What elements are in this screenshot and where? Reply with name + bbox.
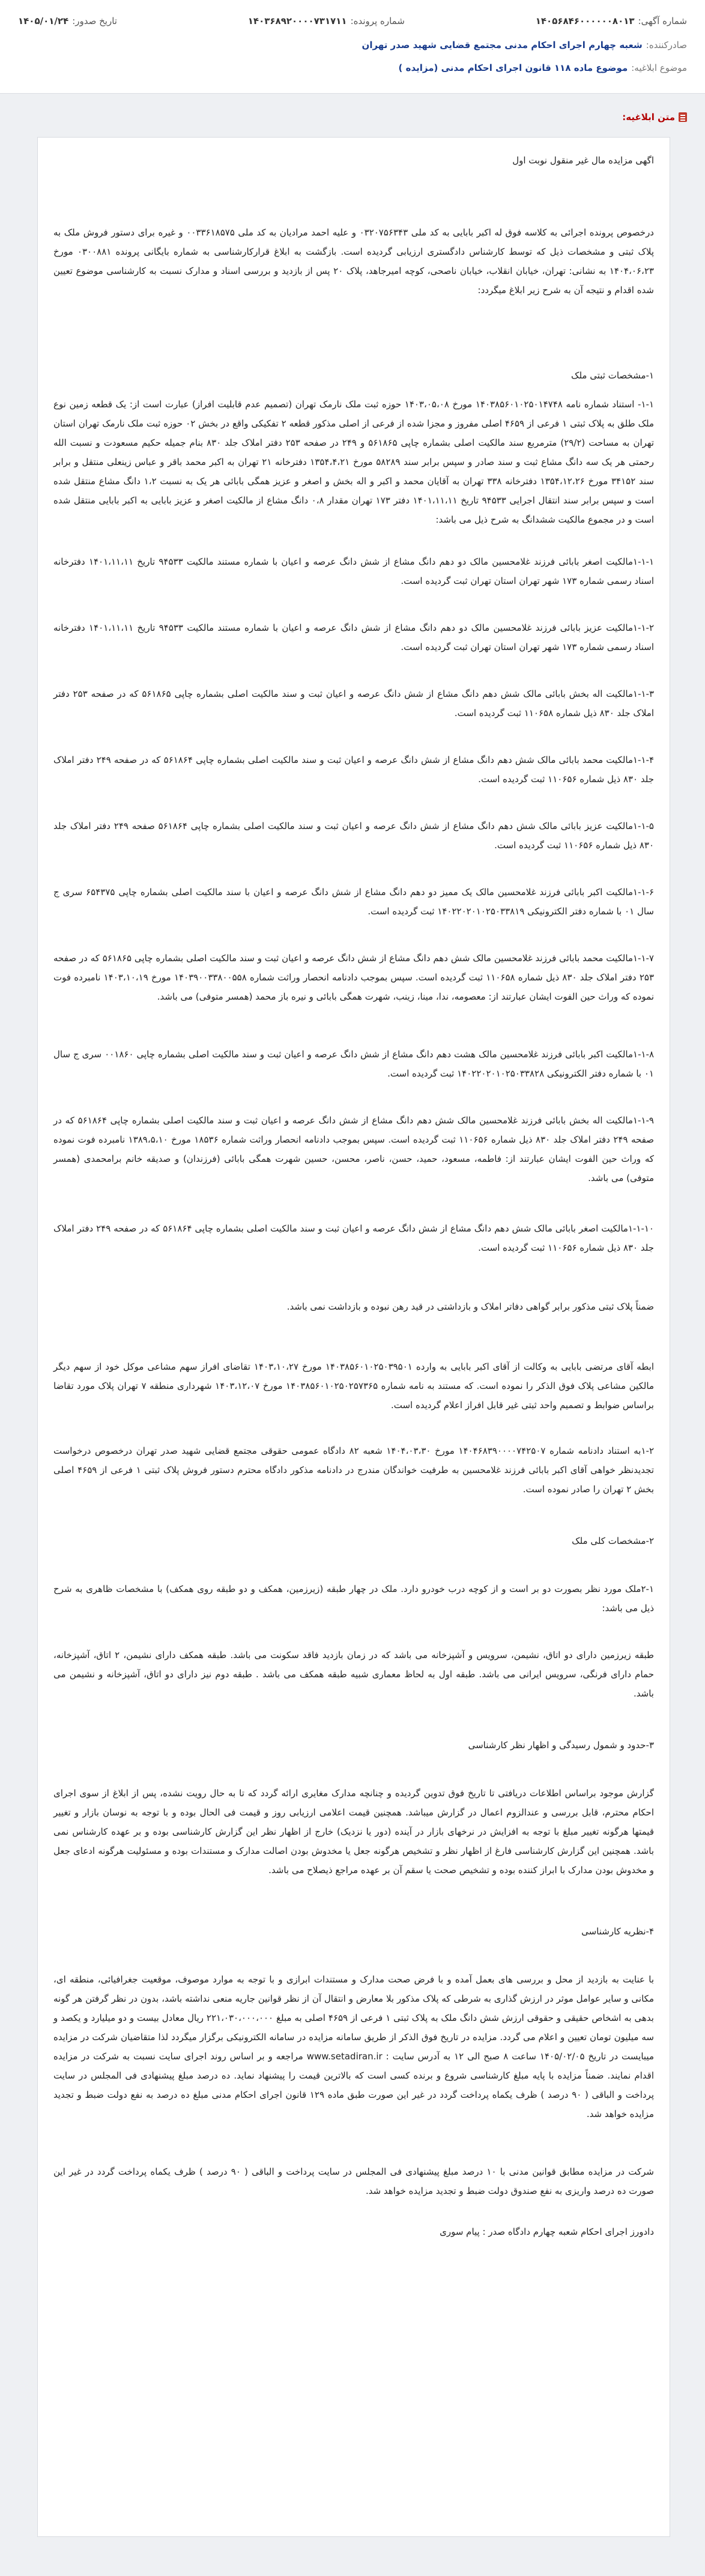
issuer: صادرکننده:شعبه چهارم اجرای احکام مدنی مجتمع قضایی شهید صدر تهران (362, 40, 687, 50)
paragraph: ۱-۱-۱مالکیت اصغر بابائی فرزند غلامحسین مالک دو دهم دانگ مشاع از شش دانگ عرصه و اعیان با شماره مستند مالکیت ۹۴۵۳۳ تاریخ ۱۴۰۱،۱۱،۱۱ دفترخانه اسناد رسمی شماره ۱۷۳ شهر تهران استان تهران ثبت گردیده است. (53, 556, 655, 586)
paragraph: ۱-۱-۵مالکیت عزیز بابائی مالک شش دهم دانگ مشاع از شش دانگ عرصه و اعیان ثبت و سند مالکیت اصلی بشماره چاپی ۵۶۱۸۶۴ صفحه ۲۴۹ دفتر املاک جلد ۸۳۰ ذیل شماره ۱۱۰۶۵۶ ثبت گردیده است. (53, 821, 654, 851)
file-number: شماره پرونده:۱۴۰۳۶۸۹۲۰۰۰۰۷۳۱۷۱۱ (247, 16, 405, 26)
paragraph: با عنایت به بازدید از محل و بررسی های بعمل آمده و با فرض صحت مدارک و مستندات ابرازی و با توجه به موارد موصوف، موقعیت جغرافیائی، منطقه ای، مکانی و سایر عوامل موثر در ارزش گذاری به شرطی که پلاک مذکور بلا معارض و انتقال آن از نظر قوانین جاریه منعی نداشته باشد، بدون در نظر گرفتن هر گونه بدهی به اشخاص حقیقی و حقوقی ارزش شش دانگ ملک به پلاک ثبتی ۱ فرعی از ۴۶۵۹ اصلی به مبلغ ۲۲۱،۰۳۰،۰۰۰،۰۰۰ ریال معادل بیست و دو میلیارد و یکصد و سه میلیون تومان تعیین و اعلام می گردد. مزایده در تاریخ فوق الذکر از طریق سامانه مزایده در سامانه الکترونیکی برگزار میگردد لذا متقاضیان شرکت در مزایده میبایست در تاریخ ۱۴۰۵/۰۲/۰۵ ساعت ۸ صبح الی ۱۲ به آدرس سایت : www.setadiran.ir مراجعه و بر اساس روند اجرای سایت نسبت به شرکت در مزایده اقدام نمایند. ضمناً مزایده با پایه مبلغ کارشناسی شروع و برنده کسی است که بالاترین قیمت را پیشنهاد نماید. ده درصد مبلغ پیشنهادی فی المجلس در سایت پرداخت و الباقی ( ۹۰ درصد ) ظرف یکماه پرداخت گردد در غیر این صورت طبق ماده ۱۲۹ قانون اجرای احکام مدنی مبلغ ده درصد به نفع دولت ضبط و تجدید مزایده خواهد شد. (53, 1974, 655, 2119)
paragraph: ۱-۱-۴مالکیت محمد بابائی مالک شش دهم دانگ مشاع از شش دانگ عرصه و اعیان ثبت و سند مالکیت اصلی بشماره چاپی ۵۶۱۸۶۴ که در صفحه ۲۴۹ دفتر املاک جلد ۸۳۰ ذیل شماره ۱۱۰۶۵۶ ثبت گردیده است. (53, 755, 654, 785)
paragraph: ۱-۱-۹مالکیت اله بخش بابائی فرزند غلامحسین مالک شش دهم دانگ مشاع از شش دانگ عرصه و اعیان ثبت و سند مالکیت اصلی بشماره چاپی ۵۶۱۸۶۴ که در صفحه ۲۴۹ دفتر املاک جلد ۸۳۰ ذیل شماره ۱۱۰۶۵۶ ثبت گردیده است. سپس بموجب دادنامه انحصار وراثت شماره ۱۸۵۳۶ مورخ ۱۳۸۹،۵،۱۰ نامبرده فوت نموده که وراث حین الفوت ایشان عبارتند از: فاطمه، مسعود، حمید، حسن، ناصر، محسن، حسین شهرت همگی بابائی (فرزندان) و صدیقه خانم برامحمدی (همسر متوفی) می باشد. (53, 1115, 655, 1183)
document-icon (679, 112, 687, 122)
paragraph: اگهی مزایده مال غیر منقول نوبت اول (512, 155, 654, 166)
notice-number: شماره آگهی:۱۴۰۵۶۸۴۶۰۰۰۰۰۰۸۰۱۳ (535, 16, 687, 26)
paragraph: دادورز اجرای احکام شعبه چهارم دادگاه صدر : پیام سوری (440, 2226, 654, 2237)
paragraph: ضمناً پلاک ثبتی مذکور برابر گواهی دفاتر املاک و بازداشتی در قید رهن نبوده و بازداشت نمی باشد. (286, 1301, 654, 1312)
paragraph: ۱-۱-۷مالکیت محمد بابائی فرزند غلامحسین مالک شش دهم دانگ مشاع از شش دانگ عرصه و اعیان ثبت و سند مالکیت اصلی بشماره چاپی ۵۶۱۸۶۵ که در صفحه ۲۵۳ دفتر املاک جلد ۸۳۰ ذیل شماره ۱۱۰۶۵۸ ثبت گردیده است. سپس بموجب دادنامه انحصار وراثت شماره ۱۴۰۳۹۰۰۳۳۸۰۰۵۵۸ مورخ ۱۴۰۳،۱۰،۱۹ نامبرده فوت نموده که وراث حین الفوت ایشان عبارتند از: معصومه، ندا، مینا، زینب، شهرت همگی بابائی و نیره باز محمد (همسر متوفی) می باشد. (53, 953, 654, 1002)
paragraph: ۱-۱- استناد شماره نامه ۱۴۰۳۸۵۶۰۱۰۲۵۰۱۴۷۴۸ مورخ ۱۴۰۳،۰۵،۰۸ حوزه ثبت ملک نارمک تهران (تصمیم عدم قابلیت افراز) عبارت است از: یک قطعه زمین نوع ملک طلق به پلاک ثبتی ۱ فرعی از ۴۶۵۹ اصلی مفروز و مجزا شده از فرعی از اصلی مذکور قطعه ۲ تفکیکی واقع در بخش ۰۲ حوزه ثبت ملک نارمک تهران استان تهران به مساحت (۲۹/۲) مترمربع سند مالکیت اصلی بشماره چاپی ۵۶۱۸۶۵ و ۲۴۹ در صفحه ۲۵۳ دفتر املاک جلد ۸۳۰ بنام جمیله حکیم مسعودت و نسبت الله رحمتی هر یک سه دانگ مشاع ثبت و سند صادر و سپس برابر سند ۵۸۲۸۹ مورخ ۱۳۵۴،۴،۲۱ دفترخانه ۲۱ تهران به اکبر محمد باقر و عباس زینعلی منتقل و برابر سند ۳۴۱۵۲ مورخ ۱۳۵۴،۱۲،۲۶ دفترخانه ۳۳۸ تهران به آقایان محمد و اکبر و اله بخش و اصغر و عزیز همگی بابائی هر یک به نسبت ۱،۲ دانگ مشاع منتقل شده است و سپس برابر سند انتقال اجرایی ۹۴۵۳۳ تاریخ ۱۴۰۱،۱۱،۱۱ دفتر ۱۷۳ تهران مقدار ۰،۸ دانگ مشاع از مالکیت اصغر و عزیز بابایی به اکبر بابایی منتقل شده است و در مجموع مالکیت ششدانگ به شرح ذیل می باشد: (53, 399, 655, 525)
paragraph: ۱-۱-۸مالکیت اکبر بابائی فرزند غلامحسین مالک هشت دهم دانگ مشاع از شش دانگ عرصه و اعیان ثبت و سند مالکیت اصلی بشماره چاپی ۰۰۱۸۶۰ سری ج سال ۰۱ با شماره دفتر الکترونیکی ۱۴۰۲۲۰۲۰۱۰۲۵۰۳۳۸۲۸ ثبت گردیده است. (53, 1049, 655, 1079)
issue-date: تاریخ صدور:۱۴۰۵/۰۱/۲۴ (18, 16, 117, 26)
paragraph: درخصوص پرونده اجرائی به کلاسه فوق له اکبر بابایی به کد ملی ۰۳۲۰۷۵۶۳۴۳ و علیه احمد مرادیان به کد ملی ۰۰۳۳۶۱۸۵۷۵ و غیره برای دستور فروش ملک به پلاک ثبتی و مشخصات ذیل که توسط کارشناس دادگستری ارزیابی گردیده است. بازگشت به ابلاغ قرارکارشناسی به شماره بایگانی پرونده ۰۳۰۰۸۸۱ مورخ ۱۴۰۴،۰۶،۲۳ به نشانی: تهران، خیابان انقلاب، خیابان ناصحی، کوچه امیرجاهد، پلاک ۲۰ پس از بازدید و بررسی اسناد و مدارک نسبت به کارشناسی موضوع تعیین شده اقدام و نتیجه آن به شرح زیر ابلاغ میگردد: (53, 227, 654, 296)
paragraph: ۲-مشخصات کلی ملک (572, 1536, 654, 1546)
paragraph: ۴-نظریه کارشناسی (581, 1926, 654, 1937)
paragraph: ۱-۱-۲مالکیت عزیز بابائی فرزند غلامحسین مالک دو دهم دانگ مشاع از شش دانگ عرصه و اعیان با شماره مستند مالکیت ۹۴۵۳۳ تاریخ ۱۴۰۱،۱۱،۱۱ دفترخانه اسناد رسمی شماره ۱۷۳ شهر تهران استان تهران ثبت گردیده است. (53, 622, 654, 652)
paragraph: ۱-۲به استناد دادنامه شماره ۱۴۰۴۶۸۳۹۰۰۰۰۷۴۲۵۰۷ مورخ ۱۴۰۴،۰۳،۳۰ شعبه ۸۲ دادگاه عمومی حقوقی مجتمع قضایی شهید صدر تهران درخصوص درخواست تجدیدنظر خواهی آقای اکبر بابائی فرزند غلامحسین به طرفیت خواندگان مندرج در دادنامه مذکور دادگاه محترم دستور فروش پلاک ثبتی ۱ فرعی از ۴۶۵۹ اصلی بخش ۲ تهران را صادر نموده است. (53, 1445, 655, 1495)
notice-body-card (37, 137, 670, 2537)
paragraph: ابطه آقای مرتضی بابایی به وکالت از آقای اکبر بابایی به وارده ۱۴۰۳۸۵۶۰۱۰۲۵۰۳۹۵۰۱ مورخ ۱۴۰۳،۱۰،۲۷ تقاضای افراز سهم مشاعی موکل خود از سهم دیگر مالکین مشاعی پلاک فوق الذکر را نموده است. که مستند به نامه شماره ۱۴۰۳۸۵۶۰۱۰۲۵۰۲۵۷۳۶۵ مورخ ۱۴۰۳،۱۲،۰۷ شهرداری منطقه ۷ تهران پلاک مورد تقاضا براساس ضوابط و تصمیم واحد ثبتی غیر قابل افراز اعلام گردیده است. (53, 1361, 654, 1411)
paragraph: شرکت در مزایده مطابق قوانین مدنی با ۱۰ درصد مبلغ پیشنهادی فی المجلس در سایت پرداخت و الباقی ( ۹۰ درصد ) ظرف یکماه پرداخت گردد در غیر این صورت ده درصد واریزی به نفع صندوق دولت ضبط و تجدید مزایده خواهد شد. (53, 2166, 654, 2196)
paragraph: ۱-۱-۳مالکیت اله بخش بابائی مالک شش دهم دانگ مشاع از شش دانگ عرصه و اعیان ثبت و سند مالکیت اصلی بشماره چاپی ۵۶۱۸۶۵ که در صفحه ۲۵۳ دفتر املاک جلد ۸۳۰ ذیل شماره ۱۱۰۶۵۸ ثبت گردیده است. (53, 688, 655, 718)
paragraph: ۱-۱-۱۰مالکیت اصغر بابائی مالک شش دهم دانگ مشاع از شش دانگ عرصه و اعیان ثبت و سند مالکیت اصلی بشماره چاپی ۵۶۱۸۶۴ که در صفحه ۲۴۹ دفتر املاک جلد ۸۳۰ ذیل شماره ۱۱۰۶۵۶ ثبت گردیده است. (53, 1223, 654, 1253)
paragraph: طبقه زیرزمین دارای دو اتاق، نشیمن، سرویس و آشپزخانه می باشد که در زمان بازدید فاقد سکونت می باشد. طبقه همکف دارای نشیمن، ۲ اتاق، آشپزخانه، حمام دارای فرنگی، سرویس ایرانی می باشد. طبقه اول به لحاظ معماری شبیه طبقه همکف می باشد . طبقه دوم نیز دارای دو اتاق، آشپزخانه و نشیمن می باشد. (53, 1650, 654, 1699)
notice-text-label: متن ابلاغیه: (622, 112, 687, 123)
paragraph: گزارش موجود براساس اطلاعات دریافتی تا تاریخ فوق تدوین گردیده و چنانچه مدارک مغایری ارائه گردد که تا به حال رویت نشده، پس از ابلاغ از سوی اجرای احکام محترم، قابل بررسی و عندالزوم اعمال در گزارش میباشد. همچنین قیمت اعلامی ارزیابی روز و قیمت فی الحال بوده و با توجه به نوسان بازار و تغییر قیمتها هرگونه تغییر مبلغ با توجه به افزایش در نرخهای بازار در آینده (دور یا نزدیک) خارج از اظهار نظر این گزارش کارشناسی بوده و بر عهده کارشناس نمی باشد. همچنین این گزارش کارشناسی فارغ از اظهار نظر و تشخیص هرگونه جعل یا مخدوش بودن اصالت مدارک و مستندات بوده و مسئولیت هرگونه ادعای جعل و مخدوش بودن مدارک با ابراز کننده بوده و تشخیص صحت یا سقم آن بر عهده مراجع ذیصلاح می باشد. (53, 1788, 654, 1876)
paragraph: ۲-۱ملک مورد نظر بصورت دو بر است و از کوچه درب خودرو دارد. ملک در چهار طبقه (زیرزمین، همکف و دو طبقه روی همکف) با مشخصات ظاهری به شرح ذیل می باشد: (53, 1584, 654, 1614)
notice-header (0, 0, 705, 94)
paragraph: ۳-حدود و شمول رسیدگی و اظهار نظر کارشناسی (468, 1740, 654, 1751)
paragraph: ۱-۱-۶مالکیت اکبر بابائی فرزند غلامحسین مالک یک ممیز دو دهم دانگ مشاع از شش دانگ عرصه و اعیان با سند مالکیت اصلی بشماره چاپی ۶۵۴۳۷۵ سری ج سال ۰۱ با شماره دفتر الکترونیکی ۱۴۰۲۲۰۲۰۱۰۲۵۰۳۳۸۱۹ ثبت گردیده است. (53, 887, 655, 917)
subject: موضوع ابلاغیه:موضوع ماده ۱۱۸ قانون اجرای احکام مدنی (مزایده ) (398, 62, 687, 73)
paragraph: ۱-مشخصات ثبتی ملک (571, 370, 654, 381)
meta-row (18, 16, 687, 26)
